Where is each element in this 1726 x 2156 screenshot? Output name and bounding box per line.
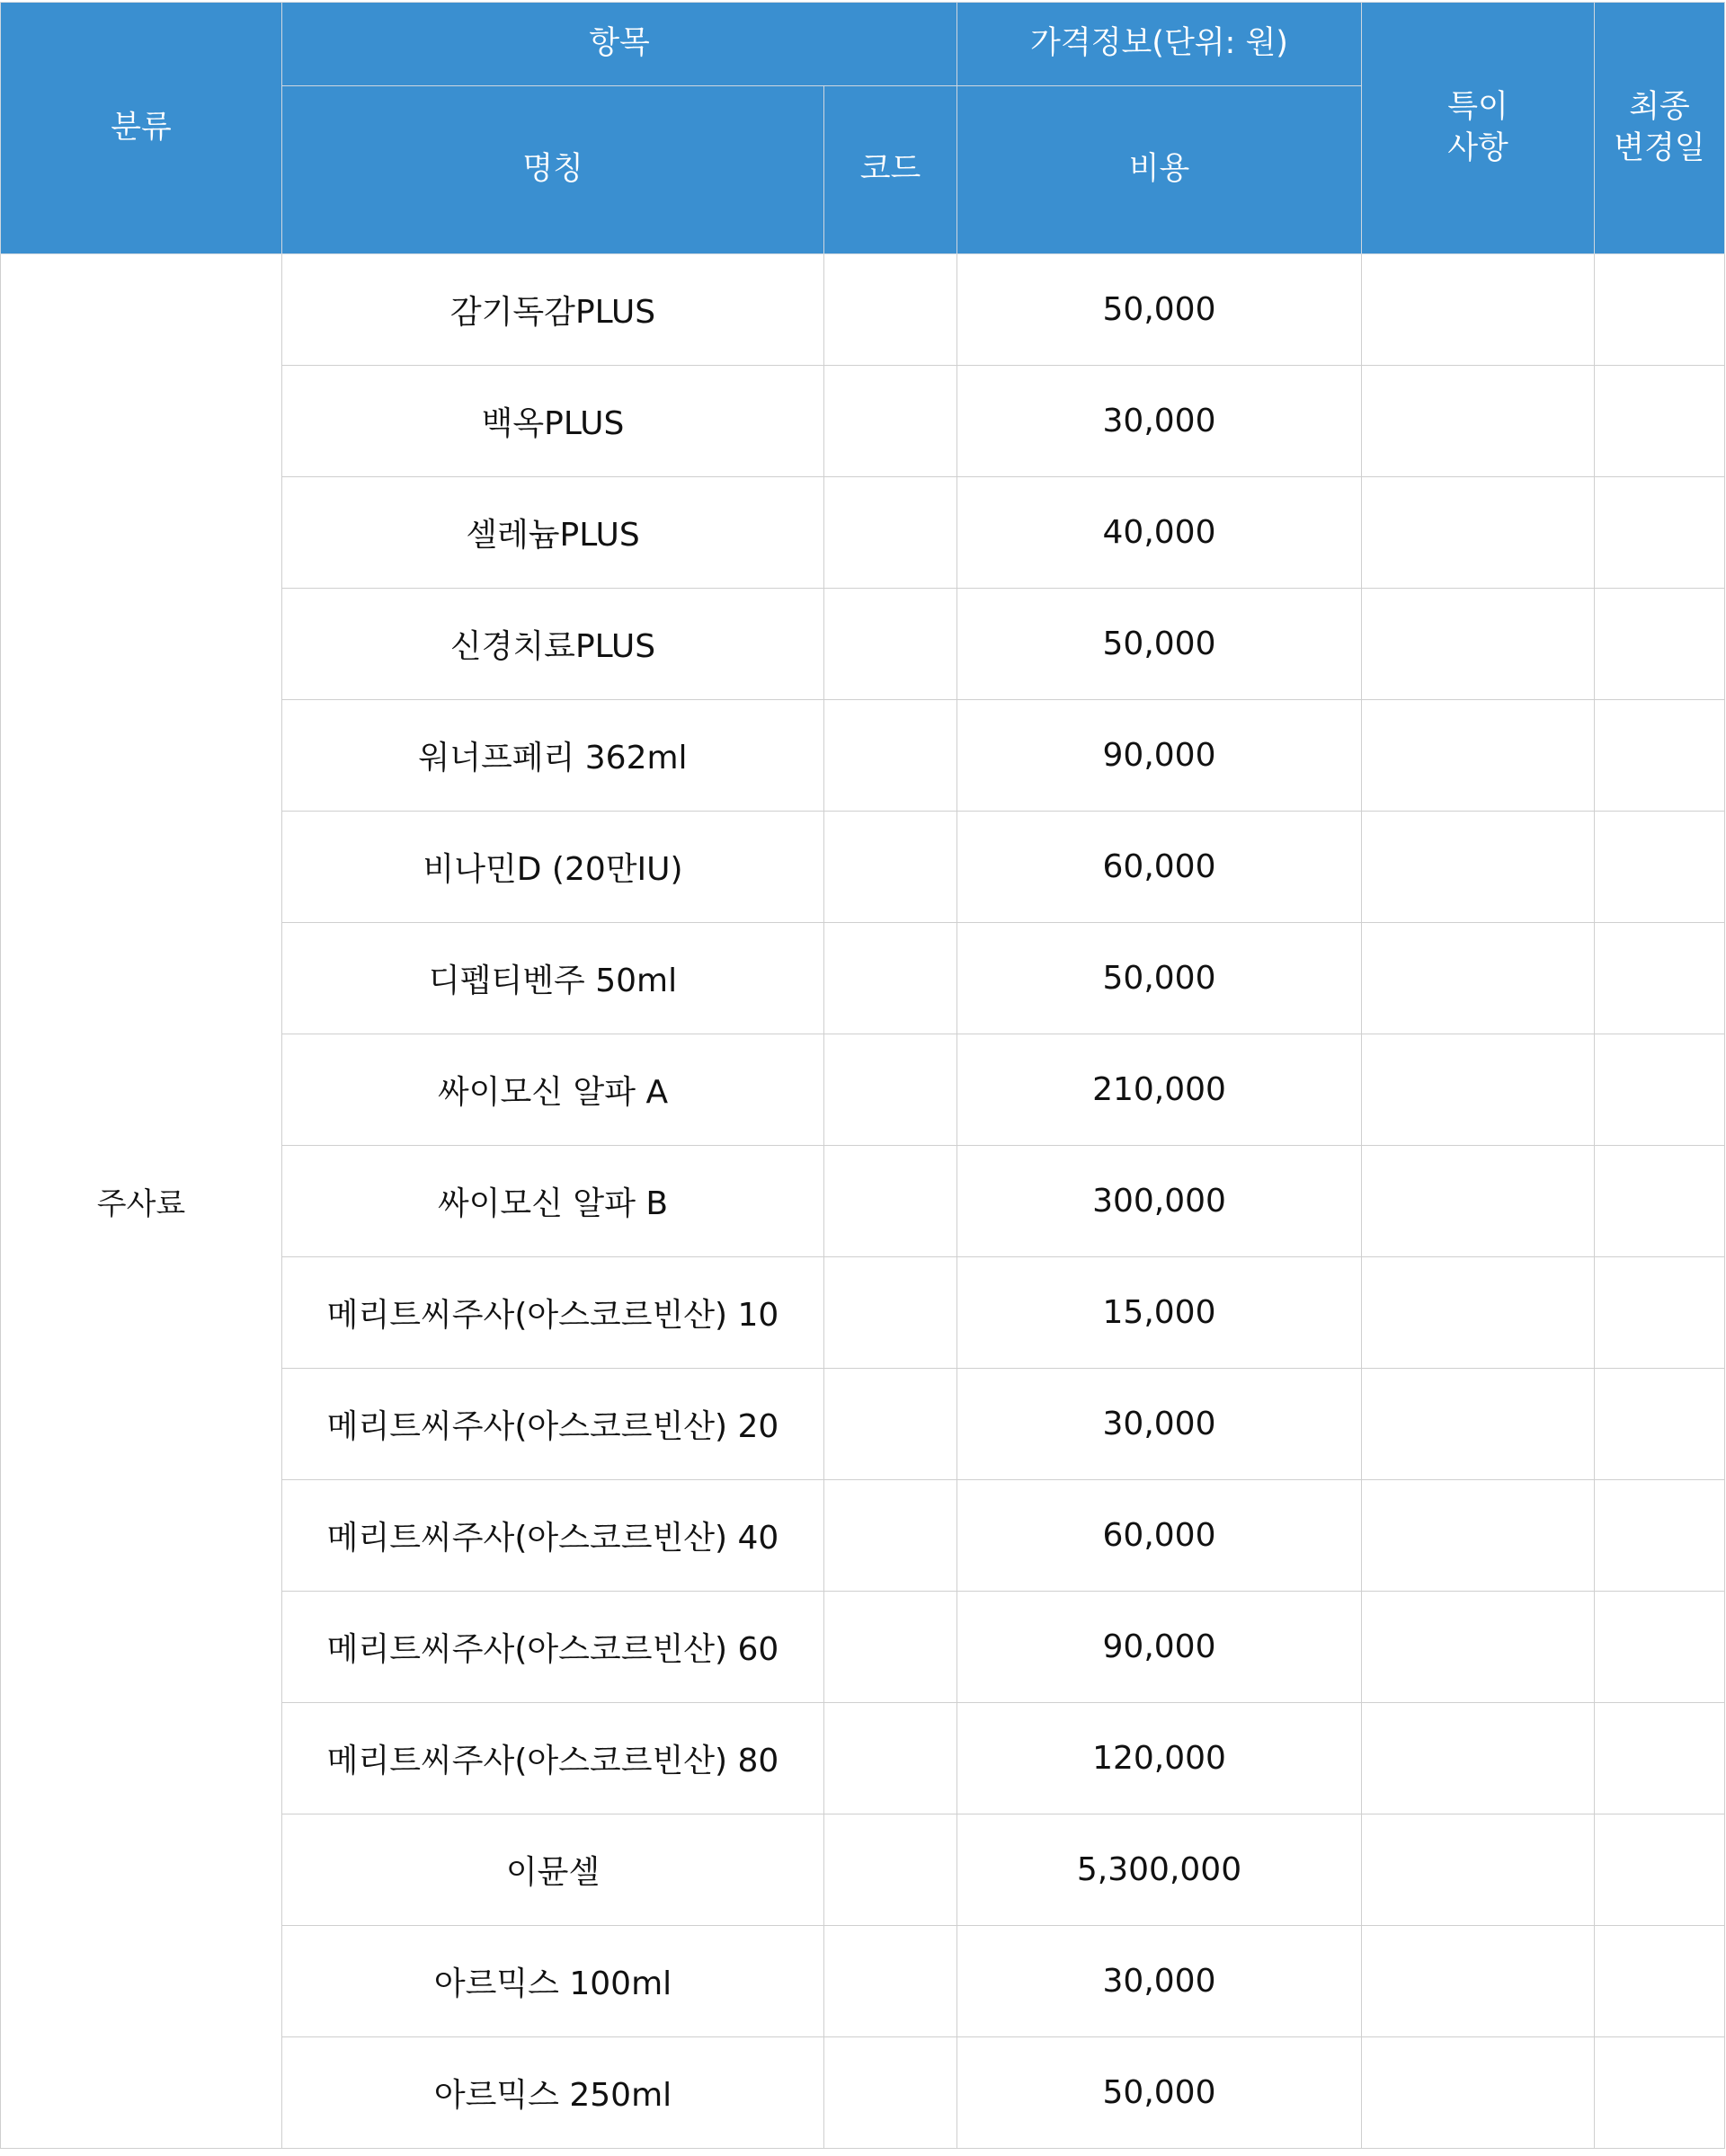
item-name-cell: 셀레늄PLUS: [282, 477, 824, 589]
item-notes-cell: [1362, 1926, 1595, 2037]
item-code-cell: [824, 1034, 957, 1146]
item-code-cell: [824, 1926, 957, 2037]
item-name-cell: 디펩티벤주 50ml: [282, 923, 824, 1034]
header-item-group: 항목: [282, 3, 957, 86]
item-name-cell: 싸이모신 알파 B: [282, 1146, 824, 1257]
item-name-cell: 이뮨셀: [282, 1814, 824, 1926]
item-cost-cell: 50,000: [957, 254, 1362, 366]
item-notes-cell: [1362, 1146, 1595, 1257]
item-code-cell: [824, 1703, 957, 1814]
item-modified-cell: [1595, 477, 1725, 589]
category-cell: 주사료: [1, 254, 282, 2149]
item-modified-cell: [1595, 700, 1725, 812]
item-modified-cell: [1595, 2037, 1725, 2149]
item-notes-cell: [1362, 1257, 1595, 1369]
header-row-top: [1, 3, 1725, 86]
item-cost-cell: 90,000: [957, 1592, 1362, 1703]
item-name-cell: 감기독감PLUS: [282, 254, 824, 366]
item-cost-cell: 60,000: [957, 1480, 1362, 1592]
item-cost-cell: 50,000: [957, 2037, 1362, 2149]
header-last-modified-line1: 최종: [1629, 89, 1690, 125]
item-notes-cell: [1362, 1592, 1595, 1703]
item-modified-cell: [1595, 254, 1725, 366]
item-notes-cell: [1362, 1369, 1595, 1480]
item-name-cell: 메리트씨주사(아스코르빈산) 20: [282, 1369, 824, 1480]
item-notes-cell: [1362, 1703, 1595, 1814]
item-modified-cell: [1595, 366, 1725, 477]
item-notes-cell: [1362, 254, 1595, 366]
item-name-cell: 아르믹스 100ml: [282, 1926, 824, 2037]
item-notes-cell: [1362, 1814, 1595, 1926]
table-body: [1, 254, 1725, 2149]
item-modified-cell: [1595, 1703, 1725, 1814]
header-last-modified: [1595, 3, 1725, 254]
item-cost-cell: 210,000: [957, 1034, 1362, 1146]
item-modified-cell: [1595, 1814, 1725, 1926]
item-modified-cell: [1595, 1146, 1725, 1257]
item-name-cell: 메리트씨주사(아스코르빈산) 60: [282, 1592, 824, 1703]
item-cost-cell: 40,000: [957, 477, 1362, 589]
item-cost-cell: 30,000: [957, 1926, 1362, 2037]
item-modified-cell: [1595, 1592, 1725, 1703]
item-code-cell: [824, 1592, 957, 1703]
item-notes-cell: [1362, 477, 1595, 589]
item-notes-cell: [1362, 589, 1595, 700]
item-code-cell: [824, 589, 957, 700]
header-cost: 비용: [957, 86, 1362, 254]
item-name-cell: 싸이모신 알파 A: [282, 1034, 824, 1146]
item-cost-cell: 15,000: [957, 1257, 1362, 1369]
item-cost-cell: 50,000: [957, 923, 1362, 1034]
item-name-cell: 메리트씨주사(아스코르빈산) 80: [282, 1703, 824, 1814]
item-name-cell: 비나민D (20만IU): [282, 812, 824, 923]
header-notes: [1362, 3, 1595, 254]
item-modified-cell: [1595, 1034, 1725, 1146]
header-last-modified-line2: 변경일: [1614, 129, 1705, 166]
item-notes-cell: [1362, 366, 1595, 477]
item-code-cell: [824, 1146, 957, 1257]
item-code-cell: [824, 254, 957, 366]
item-code-cell: [824, 1257, 957, 1369]
item-notes-cell: [1362, 2037, 1595, 2149]
item-name-cell: 메리트씨주사(아스코르빈산) 40: [282, 1480, 824, 1592]
price-table: [0, 2, 1725, 2149]
header-price-group: 가격정보(단위: 원): [957, 3, 1362, 86]
item-name-cell: 아르믹스 250ml: [282, 2037, 824, 2149]
header-name: 명칭: [282, 86, 824, 254]
item-cost-cell: 30,000: [957, 1369, 1362, 1480]
item-name-cell: 메리트씨주사(아스코르빈산) 10: [282, 1257, 824, 1369]
item-modified-cell: [1595, 589, 1725, 700]
item-modified-cell: [1595, 1480, 1725, 1592]
item-modified-cell: [1595, 812, 1725, 923]
item-cost-cell: 120,000: [957, 1703, 1362, 1814]
item-name-cell: 백옥PLUS: [282, 366, 824, 477]
item-code-cell: [824, 1369, 957, 1480]
item-cost-cell: 5,300,000: [957, 1814, 1362, 1926]
table-row: [1, 254, 1725, 366]
item-code-cell: [824, 1480, 957, 1592]
item-cost-cell: 300,000: [957, 1146, 1362, 1257]
header-code: 코드: [824, 86, 957, 254]
item-code-cell: [824, 812, 957, 923]
item-cost-cell: 50,000: [957, 589, 1362, 700]
item-name-cell: 신경치료PLUS: [282, 589, 824, 700]
item-modified-cell: [1595, 1926, 1725, 2037]
item-code-cell: [824, 366, 957, 477]
item-modified-cell: [1595, 923, 1725, 1034]
header-category: 분류: [1, 3, 282, 254]
item-name-cell: 워너프페리 362ml: [282, 700, 824, 812]
item-cost-cell: 30,000: [957, 366, 1362, 477]
item-cost-cell: 90,000: [957, 700, 1362, 812]
item-notes-cell: [1362, 812, 1595, 923]
header-notes-line1: 특이: [1447, 89, 1508, 125]
item-cost-cell: 60,000: [957, 812, 1362, 923]
item-code-cell: [824, 2037, 957, 2149]
item-notes-cell: [1362, 700, 1595, 812]
header-notes-line2: 사항: [1447, 129, 1508, 166]
item-notes-cell: [1362, 1034, 1595, 1146]
item-modified-cell: [1595, 1369, 1725, 1480]
item-code-cell: [824, 477, 957, 589]
item-code-cell: [824, 1814, 957, 1926]
item-notes-cell: [1362, 1480, 1595, 1592]
item-notes-cell: [1362, 923, 1595, 1034]
item-code-cell: [824, 700, 957, 812]
item-modified-cell: [1595, 1257, 1725, 1369]
item-code-cell: [824, 923, 957, 1034]
